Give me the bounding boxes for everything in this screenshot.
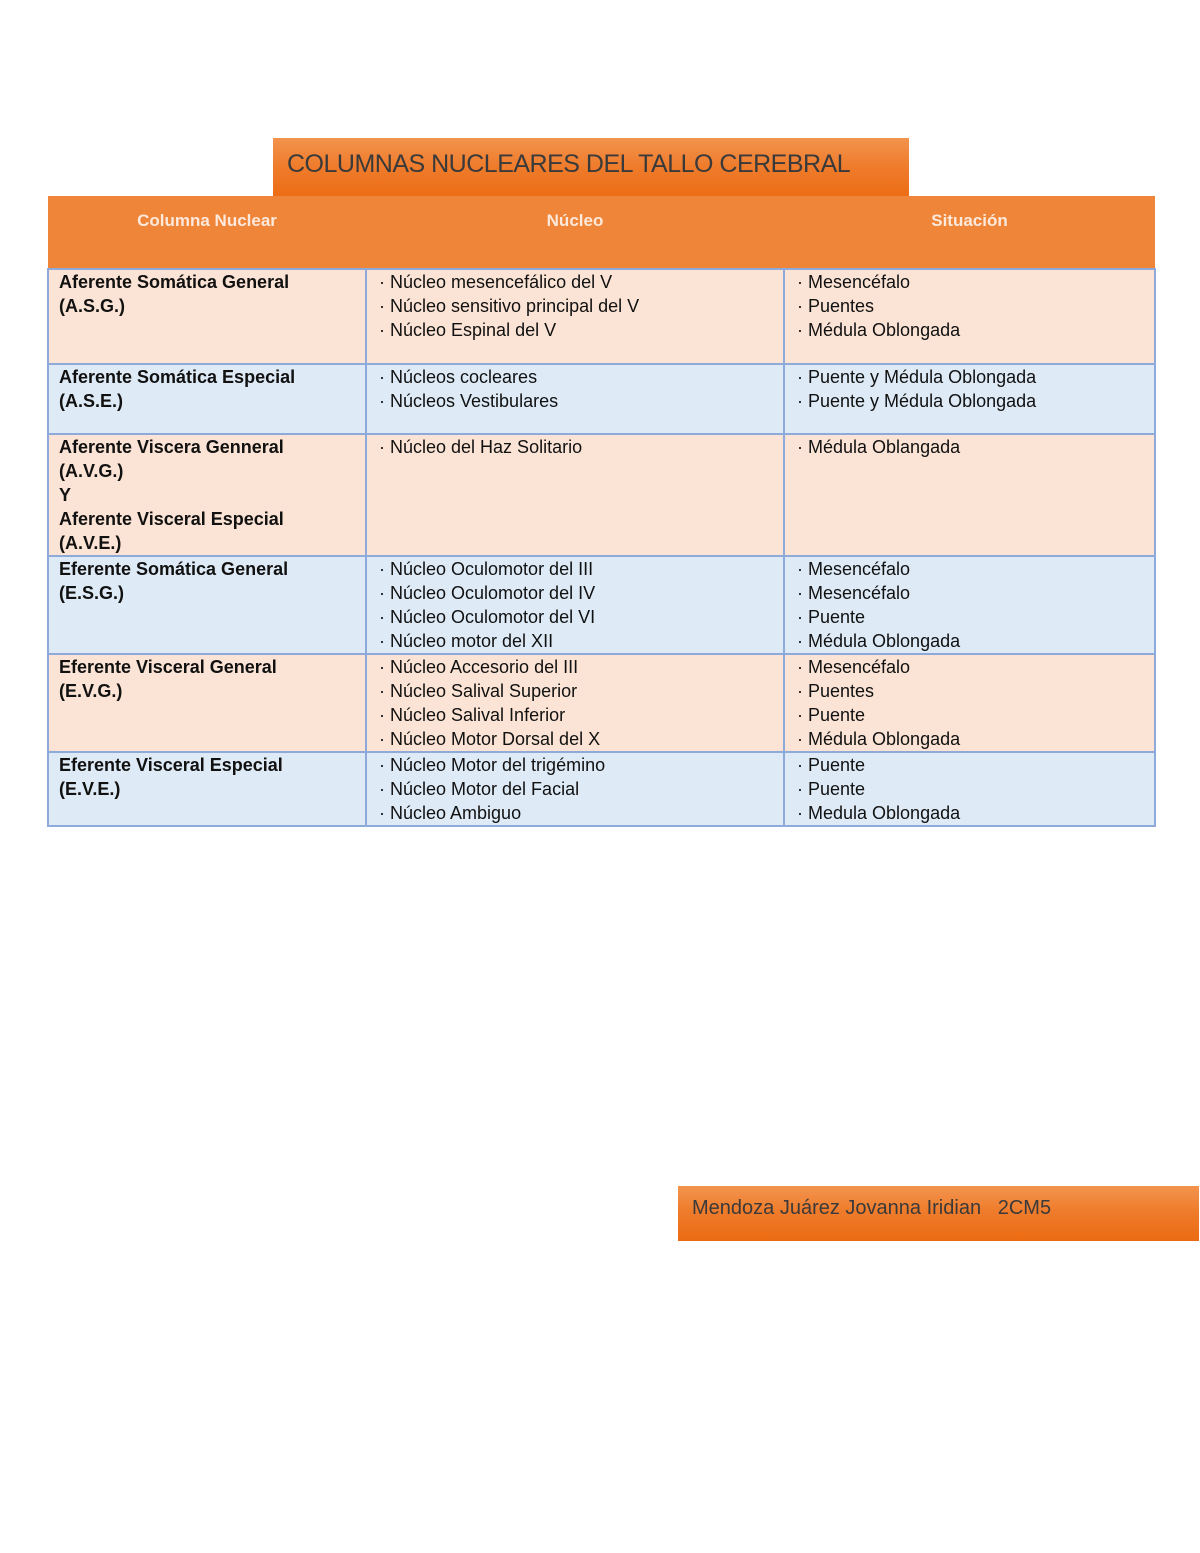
- cell-line: · Núcleos Vestibulares: [379, 391, 559, 411]
- cell-line: · Médula Oblongada: [797, 729, 961, 749]
- cell-line: Aferente Viscera Genneral: [59, 437, 284, 457]
- column-nuclear-cell: [48, 434, 366, 556]
- cell-line: · Médula Oblongada: [797, 631, 961, 651]
- cell-line: · Núcleo Motor del trigémino: [379, 755, 606, 775]
- situacion-cell: [784, 434, 1155, 556]
- cell-line: · Mesencéfalo: [797, 272, 911, 292]
- situacion-cell: [784, 269, 1155, 364]
- cell-line: (E.S.G.): [59, 583, 125, 603]
- table-header-row: [48, 196, 1155, 269]
- cell-line: · Puente: [797, 779, 866, 799]
- nuclear-columns-table: [47, 196, 1156, 827]
- table-row: [48, 434, 1155, 556]
- column-nuclear-cell: [48, 654, 366, 752]
- cell-line: (A.S.E.): [59, 391, 124, 411]
- column-nuclear-cell: [48, 364, 366, 434]
- cell-line: (A.S.G.): [59, 296, 125, 316]
- author-banner: [678, 1186, 1199, 1241]
- cell-line: · Núcleo mesencefálico del V: [379, 272, 613, 292]
- cell-line: · Mesencéfalo: [797, 559, 911, 579]
- cell-line: Eferente Visceral General: [59, 657, 277, 677]
- nucleo-cell: [366, 269, 784, 364]
- cell-line: · Núcleo Oculomotor del VI: [379, 607, 596, 627]
- table-row: [48, 556, 1155, 654]
- table-row: [48, 654, 1155, 752]
- situacion-cell: [784, 364, 1155, 434]
- cell-line: (A.V.G.): [59, 461, 124, 481]
- cell-line: · Núcleo Salival Superior: [379, 681, 578, 701]
- cell-line: · Núcleo Ambiguo: [379, 803, 522, 823]
- cell-line: · Núcleo sensitivo principal del V: [379, 296, 640, 316]
- cell-line: Eferente Somática General: [59, 559, 289, 579]
- cell-line: · Puente: [797, 705, 866, 725]
- cell-line: Aferente Somática Especial: [59, 367, 296, 387]
- cell-line: · Núcleos cocleares: [379, 367, 538, 387]
- cell-line: · Núcleo motor del XII: [379, 631, 554, 651]
- header-situacion: Situación: [784, 196, 1155, 269]
- author-group: 2CM5: [997, 1197, 1052, 1219]
- title-banner: [273, 138, 909, 200]
- cell-line: · Puente: [797, 607, 866, 627]
- header-nucleo: Núcleo: [366, 196, 784, 269]
- table-row: [48, 364, 1155, 434]
- nucleo-cell: [366, 654, 784, 752]
- cell-line: · Núcleo Motor Dorsal del X: [379, 729, 601, 749]
- cell-line: · Núcleo Accesorio del III: [379, 657, 579, 677]
- cell-line: · Puentes: [797, 296, 875, 316]
- cell-line: · Puente y Médula Oblongada: [797, 391, 1037, 411]
- cell-line: · Mesencéfalo: [797, 583, 911, 603]
- cell-line: (E.V.G.): [59, 681, 123, 701]
- column-nuclear-cell: [48, 556, 366, 654]
- cell-line: · Médula Oblongada: [797, 320, 961, 340]
- nucleo-cell: [366, 434, 784, 556]
- cell-line: · Médula Oblangada: [797, 437, 961, 457]
- cell-line: · Medula Oblongada: [797, 803, 961, 823]
- page-title: COLUMNAS NUCLEARES DEL TALLO CEREBRAL: [287, 150, 851, 178]
- cell-line: · Puentes: [797, 681, 875, 701]
- cell-line: · Núcleo Oculomotor del IV: [379, 583, 596, 603]
- situacion-cell: [784, 654, 1155, 752]
- cell-line: (E.V.E.): [59, 779, 121, 799]
- cell-line: Aferente Visceral Especial: [59, 509, 284, 529]
- header-columna-nuclear: Columna Nuclear: [48, 196, 366, 269]
- cell-line: (A.V.E.): [59, 533, 122, 553]
- situacion-cell: [784, 752, 1155, 826]
- nucleo-cell: [366, 752, 784, 826]
- cell-line: Eferente Visceral Especial: [59, 755, 283, 775]
- table-row: [48, 752, 1155, 826]
- cell-line: · Núcleo del Haz Solitario: [379, 437, 583, 457]
- cell-line: · Puente: [797, 755, 866, 775]
- cell-line: · Núcleo Espinal del V: [379, 320, 557, 340]
- table-row: [48, 269, 1155, 364]
- nucleo-cell: [366, 364, 784, 434]
- column-nuclear-cell: [48, 752, 366, 826]
- cell-line: Aferente Somática General: [59, 272, 290, 292]
- nucleo-cell: [366, 556, 784, 654]
- cell-line: Y: [59, 485, 72, 505]
- cell-line: · Mesencéfalo: [797, 657, 911, 677]
- column-nuclear-cell: [48, 269, 366, 364]
- cell-line: · Núcleo Salival Inferior: [379, 705, 566, 725]
- author-name: Mendoza Juárez Jovanna Iridian: [692, 1197, 982, 1219]
- cell-line: · Puente y Médula Oblongada: [797, 367, 1037, 387]
- cell-line: · Núcleo Oculomotor del III: [379, 559, 594, 579]
- cell-line: · Núcleo Motor del Facial: [379, 779, 580, 799]
- situacion-cell: [784, 556, 1155, 654]
